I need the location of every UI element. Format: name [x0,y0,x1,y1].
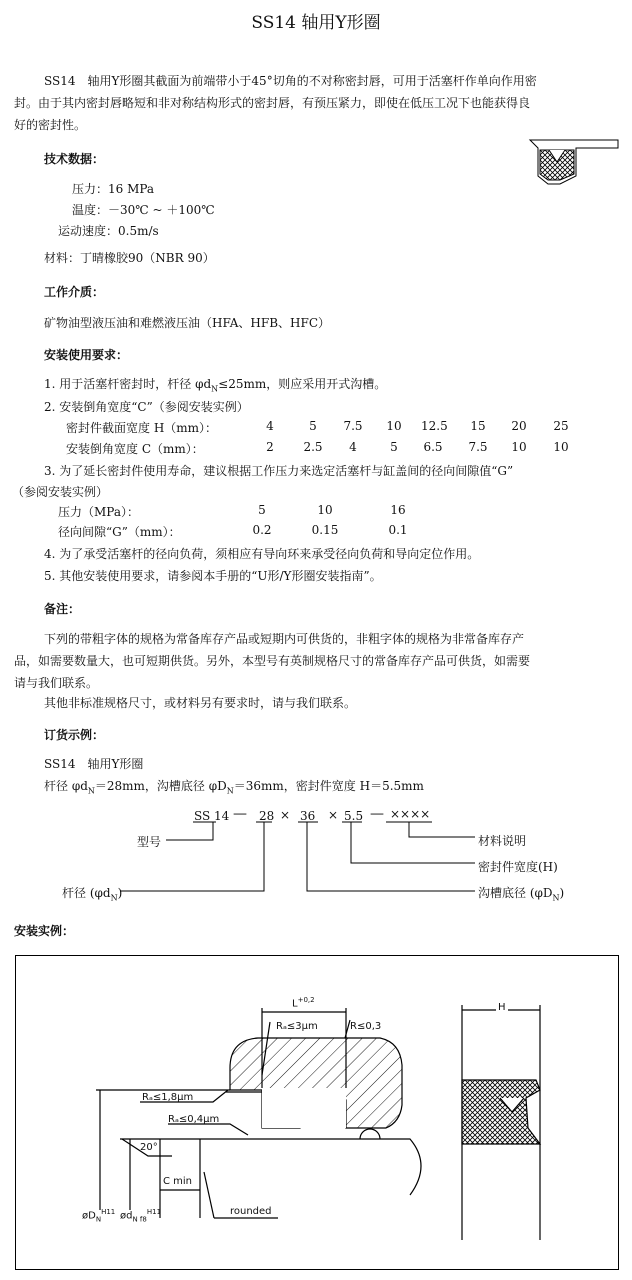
label-rod: 杆径 $(\varphi d_N)$ [62,886,123,903]
req-item-3: 3. 为了延长密封件使用寿命，建议根据工作压力来选定活塞杆与缸盖间的径向间隙值“G” [44,464,514,478]
code-groove: 36 [300,809,316,823]
h-value: 5 [309,419,317,433]
req-item-5: 5. 其他安装使用要求，请参阅本手册的“U形/Y形圈安装指南”。 [44,569,382,583]
tech-temperature: 温度：－30℃ ~ ＋100℃ [72,203,215,217]
c-value: 7.5 [468,440,488,454]
radius-r03: R≤0,3 [350,1021,382,1032]
roughness-ra18: Rₐ≤1,8μm [142,1092,194,1103]
h-value: 12.5 [421,419,448,433]
c-value: 5 [390,440,398,454]
c-value: 10 [553,440,569,454]
order-line-1: SS14 轴用Y形圈 [44,757,144,771]
angle-20: 20° [140,1142,158,1153]
label-material: 材料说明 [478,834,527,848]
code-dash-1: — [233,806,247,822]
page-title: SS14 轴用Y形圈 [251,13,381,33]
h-value: 4 [266,419,274,433]
code-material: ×××× [390,807,431,821]
code-width: 5.5 [344,809,364,823]
dim-L: $L^{+0,2}$ [292,996,315,1010]
code-rod: 28 [259,809,275,823]
req-item-2: 2. 安装倒角宽度“C”（参阅安装实例） [44,400,249,414]
h-value: 7.5 [343,419,363,433]
gap-value: 0.2 [252,523,272,537]
material-text: 材料：丁晴橡胶90（NBR 90） [44,251,215,265]
tech-pressure: 压力：16 MPa [72,182,155,196]
gap-value: 0.1 [388,523,408,537]
dim-d: $ød_{N f8}^{H11}$ [120,1208,162,1224]
p-label: 压力（MPa）： [58,505,139,519]
code-x-2: × [328,808,339,822]
h-value: 25 [553,419,569,433]
notes-extra: 其他非标准规格尺寸，或材料另有要求时，请与我们联系。 [44,696,357,710]
c-value: 6.5 [423,440,443,454]
example-heading: 安装实例： [14,924,75,938]
order-line-2: 杆径 $\varphi d_N=28mm$，沟槽底径 $\varphi D_N=36mm$，密封件宽度 H＝5.5mm [44,779,424,796]
media-text: 矿物油型液压油和难燃液压油（HFA、HFB、HFC） [44,316,330,330]
roughness-ra3: Rₐ≤3μm [276,1021,318,1032]
pressure-value: 5 [258,503,266,517]
dim-D: $øD_N^{H11}$ [82,1208,116,1224]
c-label: 安装倒角宽度 C（mm）： [66,442,204,456]
pressure-value: 10 [317,503,333,517]
label-groove: 沟槽底径 $(\varphi D_N)$ [478,886,565,903]
code-dash-2: — [370,806,384,822]
tech-speed: 运动速度：0.5m/s [58,224,159,238]
dim-H: H [498,1002,506,1013]
roughness-ra04: Rₐ≤0,4μm [168,1114,220,1125]
h-value: 20 [511,419,527,433]
code-x-1: × [280,808,291,822]
rounded-label: rounded [230,1206,272,1217]
req-item-4: 4. 为了承受活塞杆的径向负荷，须相应有导向环来承受径向负荷和导向定位作用。 [44,547,480,561]
intro-line-2: 封。由于其内密封唇略短和非对称结构形式的密封唇，有预压紧力，即使在低压工况下也能获得良 [14,96,531,110]
h-value: 10 [386,419,402,433]
intro-line-3: 好的密封性。 [14,118,87,132]
h-value: 15 [470,419,486,433]
order-heading: 订货示例： [44,728,105,742]
req-item-1: 1. 用于活塞杆密封时，杆径 $\varphi d_N\le 25mm$，则应采用开式沟槽。 [44,377,387,394]
c-min-label: C min [163,1176,193,1187]
c-value: 10 [511,440,527,454]
h-label: 密封件截面宽度 H（mm）： [66,421,218,435]
req-item-3b: （参阅安装实例） [12,485,109,499]
label-width: 密封件宽度(H) [478,860,558,874]
media-heading: 工作介质： [44,285,105,299]
notes-line-2: 品，如需要数量大，也可短期供货。另外，本型号有英制规格尺寸的常备库存产品可供货，如需要 [14,654,531,668]
gap-value: 0.15 [311,523,339,537]
label-model: 型号 [137,835,162,849]
c-value: 2.5 [303,440,323,454]
notes-heading: 备注： [44,602,81,616]
notes-line-3: 请与我们联系。 [14,676,99,690]
g-label: 径向间隙“G”（mm）： [58,525,181,539]
code-model: SS 14 [194,809,230,823]
tech-heading: 技术数据： [44,152,105,166]
c-value: 4 [349,440,357,454]
c-value: 2 [266,440,274,454]
install-req-heading: 安装使用要求： [44,348,129,362]
notes-line-1: 下列的带粗字体的规格为常备库存产品或短期内可供货的，非粗字体的规格为非常备库存产 [44,632,525,646]
pressure-value: 16 [390,503,406,517]
intro-line-1: SS14 轴用Y形圈其截面为前端带小于45°切角的不对称密封唇，可用于活塞杆作单向作用密 [44,74,537,88]
